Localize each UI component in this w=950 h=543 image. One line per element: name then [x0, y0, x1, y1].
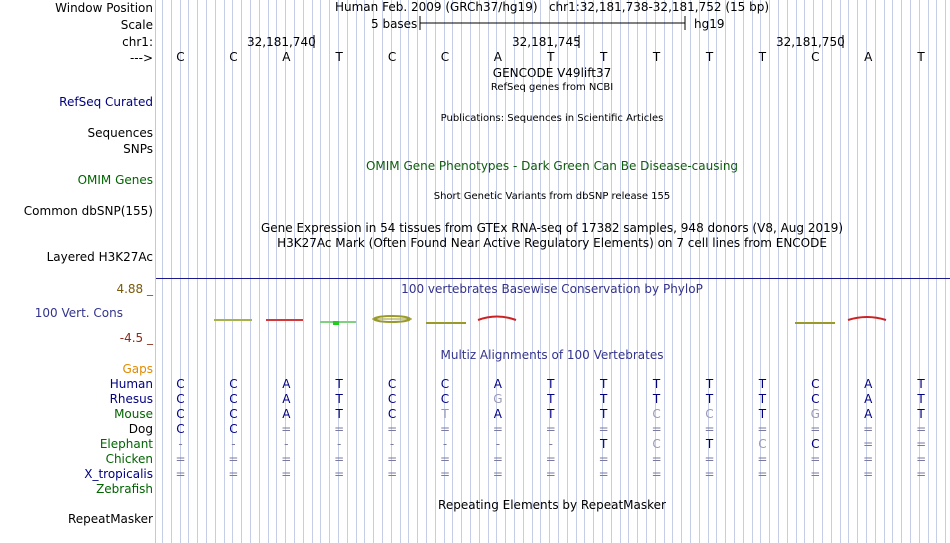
alignment-base: C [440, 377, 450, 391]
alignment-base: = [863, 467, 874, 481]
alignment-base: C [811, 377, 820, 391]
alignment-base: G [810, 407, 820, 421]
grid-line [364, 0, 365, 543]
phylop-wiggle [0, 300, 950, 340]
refseq-subtitle: RefSeq genes from NCBI [490, 82, 614, 93]
alignment-base: = [651, 422, 662, 436]
alignment-base: A [864, 392, 873, 406]
strand-label[interactable]: ---> [129, 51, 153, 65]
alignment-base: C [229, 377, 238, 391]
alignment-base: = [334, 467, 345, 481]
base-letter: C [811, 50, 820, 64]
alignment-base: C [176, 422, 185, 436]
grid-line [628, 0, 629, 543]
base-letter: C [440, 50, 450, 64]
alignment-base: - [231, 437, 236, 451]
gtex-track-title[interactable]: Gene Expression in 54 tissues from GTEx RNA-seq of 17382 samples, 948 donors (V8, Aug 2019) [260, 221, 844, 235]
base-letter: T [335, 50, 343, 64]
scale-text: 5 bases [371, 17, 418, 31]
alignment-base: T [917, 377, 925, 391]
grid-line [259, 0, 260, 543]
alignment-base: = [175, 452, 186, 466]
alignment-base: T [705, 392, 714, 406]
alignment-base: = [916, 437, 927, 451]
alignment-base: T [335, 392, 343, 406]
window-position-label: Window Position [55, 1, 153, 15]
alignment-base: T [600, 407, 608, 421]
base-letter: C [176, 50, 185, 64]
alignment-base: T [600, 392, 608, 406]
alignment-base: A [282, 392, 291, 406]
h3k27ac-track-title[interactable]: H3K27Ac Mark (Often Found Near Active Regulatory Elements) on 7 cell lines from ENCODE [277, 236, 827, 250]
repeatmasker-track-label[interactable]: RepeatMasker [67, 512, 153, 526]
alignment-base: - [548, 437, 553, 451]
alignment-base: = [757, 467, 768, 481]
alignment-base: C [229, 422, 238, 436]
alignment-base: C [652, 437, 661, 451]
alignment-base: = [492, 452, 503, 466]
alignment-base: T [758, 377, 767, 391]
species-label[interactable]: X_tropicalis [84, 467, 153, 481]
alignment-base: = [545, 452, 556, 466]
grid-line [892, 0, 893, 543]
alignment-base: C [811, 392, 820, 406]
grid-line [787, 0, 788, 543]
grid-line [945, 0, 946, 543]
alignment-base: = [704, 452, 715, 466]
alignment-base: = [281, 422, 292, 436]
alignment-base: - [337, 437, 342, 451]
base-letter: C [229, 50, 238, 64]
assembly-title[interactable]: Human Feb. 2009 (GRCh37/hg19) chr1:32,181,738-32,181,752 (15 bp) [334, 0, 770, 14]
db-text: hg19 [694, 17, 725, 31]
alignment-base: = [545, 467, 556, 481]
base-letter: A [493, 50, 502, 64]
alignment-base: = [757, 452, 768, 466]
species-label[interactable]: Dog [128, 422, 153, 436]
alignment-base: C [229, 407, 238, 421]
alignment-base: = [439, 422, 451, 436]
alignment-base: - [178, 437, 183, 451]
alignment-base: = [704, 422, 715, 436]
alignment-base: = [651, 452, 662, 466]
base-letter: T [547, 50, 555, 64]
alignment-base: = [281, 452, 292, 466]
grid-line [162, 0, 163, 543]
alignment-base: T [652, 377, 661, 391]
alignment-base: = [916, 452, 927, 466]
publications-track-title[interactable]: Publications: Sequences in Scientific Articles [440, 113, 664, 124]
alignment-base: T [705, 377, 714, 391]
alignment-base: T [600, 437, 608, 451]
grid-line [831, 0, 832, 543]
grid-line [681, 0, 682, 543]
species-label[interactable]: Chicken [105, 452, 153, 466]
grid-line [470, 0, 471, 543]
species-label[interactable]: Zebrafish [96, 482, 153, 496]
alignment-base: = [228, 452, 239, 466]
grid-line [725, 0, 726, 543]
gencode-track-title[interactable]: GENCODE V49lift37 [492, 66, 612, 80]
alignment-base: C [758, 437, 767, 451]
grid-line [884, 0, 885, 543]
grid-line [778, 0, 779, 543]
grid-line [637, 0, 638, 543]
alignment-base: T [652, 392, 661, 406]
phylop-track-title[interactable]: 100 vertebrates Basewise Conservation by PhyloP [401, 282, 703, 296]
alignment-base: C [387, 407, 397, 421]
alignment-base: = [334, 422, 345, 436]
alignment-base: C [387, 377, 397, 391]
alignment-base: = [387, 422, 398, 436]
alignment-base: T [441, 407, 449, 421]
grid-line [268, 0, 269, 543]
scale-label: Scale [120, 18, 153, 32]
dbsnp-track-title[interactable]: Short Genetic Variants from dbSNP release 155 [433, 191, 671, 202]
base-letter: T [758, 50, 767, 64]
base-letter: C [387, 50, 397, 64]
alignment-base: = [334, 452, 345, 466]
alignment-base: = [492, 422, 503, 436]
alignment-base: T [917, 407, 925, 421]
alignment-base: C [705, 407, 714, 421]
phylop-max-label: 4.88 _ [116, 282, 153, 296]
omim-track-label[interactable]: OMIM Genes [77, 173, 153, 187]
base-letter: A [864, 50, 873, 64]
phylop-min-label: -4.5 _ [119, 331, 153, 345]
grid-line [848, 0, 849, 543]
alignment-base: T [758, 407, 767, 421]
alignment-base: = [863, 422, 874, 436]
grid-line [417, 0, 418, 543]
alignment-base: G [493, 392, 503, 406]
grid-line [320, 0, 321, 543]
alignment-base: = [387, 452, 398, 466]
grid-line [734, 0, 735, 543]
grid-line [620, 0, 621, 543]
alignment-base: T [547, 407, 555, 421]
grid-line [690, 0, 691, 543]
alignment-base: C [440, 392, 450, 406]
species-label[interactable]: Human [109, 377, 153, 391]
alignment-base: C [387, 392, 397, 406]
base-letter: T [917, 50, 925, 64]
alignment-base: = [545, 422, 556, 436]
alignment-base: A [864, 377, 873, 391]
track-separator [156, 278, 950, 279]
alignment-base: T [547, 377, 555, 391]
alignment-base: C [176, 377, 185, 391]
alignment-base: = [810, 422, 821, 436]
position-tick-3: 32,181,750 [776, 35, 845, 49]
grid-line [303, 0, 304, 543]
alignment-base: T [600, 377, 608, 391]
base-letter: T [652, 50, 661, 64]
alignment-base: A [493, 377, 502, 391]
alignment-base: - [495, 437, 501, 451]
alignment-base: T [758, 392, 767, 406]
species-label[interactable]: Elephant [99, 437, 153, 451]
alignment-base: = [863, 452, 874, 466]
grid-line [901, 0, 902, 543]
chrom-label: chr1: [122, 35, 153, 49]
grid-line [796, 0, 797, 543]
alignment-base: - [284, 437, 289, 451]
alignment-base: = [492, 467, 503, 481]
alignment-base: T [547, 392, 555, 406]
grid-line [312, 0, 313, 543]
h3k27ac-track-label[interactable]: Layered H3K27Ac [46, 250, 153, 264]
alignment-base: = [810, 467, 821, 481]
species-label[interactable]: Rhesus [109, 392, 153, 406]
base-letter: T [705, 50, 714, 64]
alignment-base: T [705, 437, 714, 451]
grid-line [356, 0, 357, 543]
alignment-base: = [757, 422, 768, 436]
alignment-base: = [439, 467, 451, 481]
alignment-base: T [335, 377, 343, 391]
grid-line [426, 0, 427, 543]
grid-line [373, 0, 374, 543]
label-divider[interactable] [155, 0, 156, 543]
alignment-base: C [811, 437, 820, 451]
alignment-base: = [387, 467, 398, 481]
dbsnp-track-label[interactable]: Common dbSNP(155) [23, 204, 153, 218]
multiz-track-title[interactable]: Multiz Alignments of 100 Vertebrates [440, 348, 664, 362]
species-label[interactable]: Mouse [114, 407, 153, 421]
grid-line [743, 0, 744, 543]
grid-line [215, 0, 216, 543]
alignment-base: = [704, 467, 715, 481]
alignment-base: A [282, 377, 291, 391]
alignment-base: = [228, 467, 239, 481]
gaps-label: Gaps [122, 362, 153, 376]
grid-line [672, 0, 673, 543]
alignment-base: = [598, 452, 609, 466]
alignment-base: = [651, 467, 662, 481]
omim-track-title[interactable]: OMIM Gene Phenotypes - Dark Green Can Be Disease-causing [365, 159, 739, 173]
grid-line [936, 0, 937, 543]
grid-line [461, 0, 462, 543]
alignment-base: T [335, 407, 343, 421]
alignment-base: = [598, 467, 609, 481]
alignment-base: = [175, 467, 186, 481]
repeatmasker-track-title[interactable]: Repeating Elements by RepeatMasker [438, 498, 666, 512]
sequences-track-label[interactable]: Sequences [87, 126, 153, 140]
refseq-track-label[interactable]: RefSeq Curated [59, 95, 153, 109]
alignment-base: A [282, 407, 291, 421]
position-tick-2: 32,181,745 [512, 35, 581, 49]
grid-line [840, 0, 841, 543]
alignment-base: = [439, 452, 451, 466]
alignment-base: - [389, 437, 395, 451]
alignment-base: = [916, 422, 927, 436]
position-tick-1: 32,181,740 [247, 35, 316, 49]
alignment-base: A [864, 407, 873, 421]
alignment-base: = [916, 467, 927, 481]
alignment-base: C [176, 392, 185, 406]
grid-line [408, 0, 409, 543]
grid-line [197, 0, 198, 543]
grid-line [206, 0, 207, 543]
grid-line [250, 0, 251, 543]
alignment-base: A [493, 407, 502, 421]
alignment-base: - [442, 437, 448, 451]
alignment-base: C [652, 407, 661, 421]
base-letter: A [282, 50, 291, 64]
base-letter: T [600, 50, 608, 64]
alignment-base: = [810, 452, 821, 466]
alignment-base: C [229, 392, 238, 406]
snps-track-label[interactable]: SNPs [123, 142, 153, 156]
phylop-track-label[interactable]: 100 Vert. Cons [34, 306, 123, 320]
alignment-base: = [281, 467, 292, 481]
alignment-base: T [917, 392, 925, 406]
alignment-base: = [863, 437, 874, 451]
alignment-base: C [176, 407, 185, 421]
alignment-base: = [598, 422, 609, 436]
grid-line [479, 0, 480, 543]
